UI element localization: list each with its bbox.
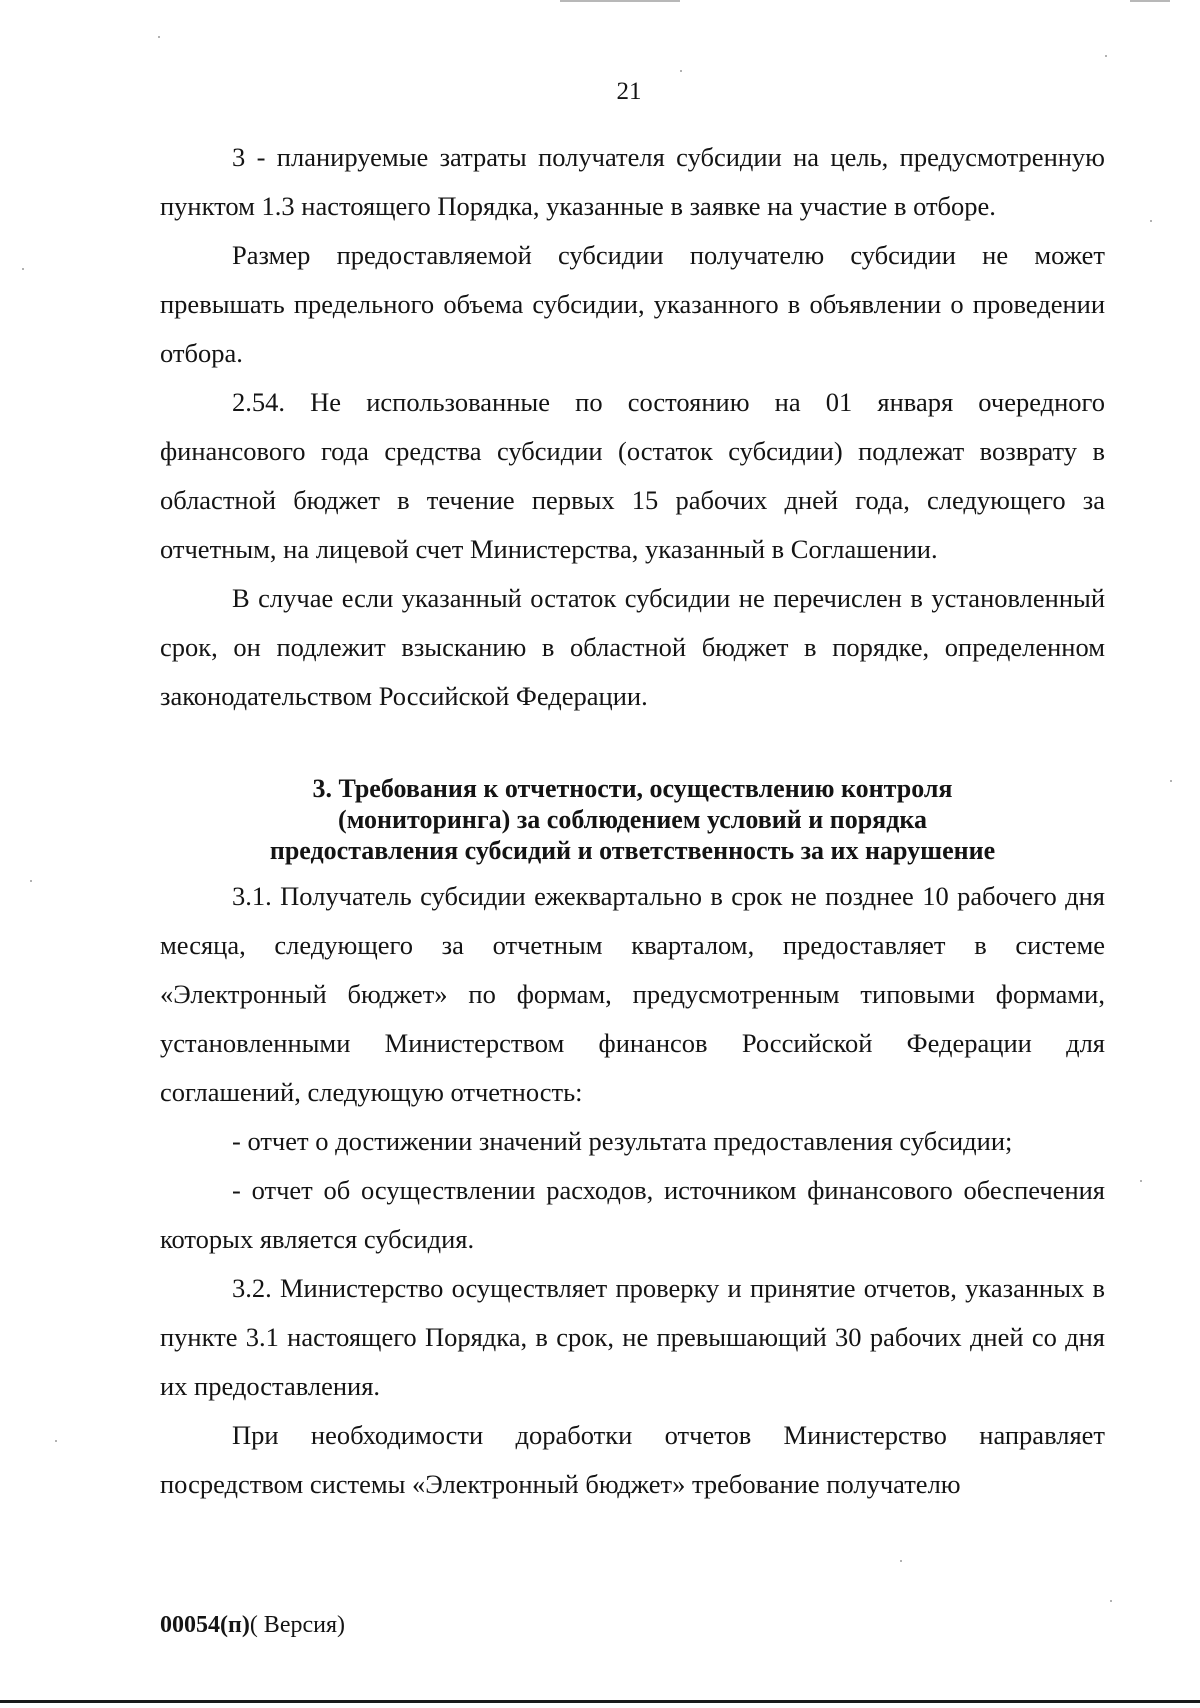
- scan-mark: [560, 0, 680, 2]
- document-version: ( Версия): [249, 1612, 345, 1638]
- scan-speck: [22, 268, 24, 270]
- section-heading-line: предоставления субсидий и ответственность за их нарушение: [269, 836, 996, 865]
- scan-speck: [900, 1560, 902, 1562]
- paragraph-remainder-recovery: В случае если указанный остаток субсидии не перечислен в установленный срок, он подлежит взысканию в областной бюджет в порядке, определенном законодательством Российской Федерации.: [160, 583, 1105, 711]
- document-code: 00054(п): [160, 1612, 250, 1638]
- scan-speck: [1140, 1180, 1142, 1182]
- scan-speck: [1170, 780, 1172, 782]
- page-number: 21: [616, 78, 642, 105]
- scan-mark: [1130, 0, 1170, 2]
- scan-speck: [680, 70, 682, 72]
- list-item-report-expenses: - отчет об осуществлении расходов, источником финансового обеспечения которых является субсидия.: [160, 1175, 1105, 1254]
- scan-speck: [55, 1440, 57, 1442]
- list-item-report-results: - отчет о достижении значений результата предоставления субсидии;: [232, 1126, 1013, 1156]
- paragraph-3-2: 3.2. Министерство осуществляет проверку и принятие отчетов, указанных в пункте 3.1 настоящего Порядка, в срок, не превышающий 30 рабочих дней со дня их предоставления.: [160, 1273, 1105, 1401]
- paragraph-revision: При необходимости доработки отчетов Министерство направляет посредством системы «Электронный бюджет» требование получателю: [160, 1420, 1105, 1499]
- document-footer: [160, 1612, 345, 1639]
- paragraph-2-54: 2.54. Не использованные по состоянию на 01 января очередного финансового года средства субсидии (остаток субсидии) подлежат возврату в областной бюджет в течение первых 15 рабочих дней года, следующего за отчетным, на лицевой счет Министерства, указанный в Соглашении.: [160, 387, 1105, 564]
- paragraph-3-1: 3.1. Получатель субсидии ежеквартально в срок не позднее 10 рабочего дня месяца, следующего за отчетным кварталом, предоставляет в системе «Электронный бюджет» по формам, предусмотренным типовыми формами, установленными Министерством финансов Российской Федерации для соглашений, следующую отчетность:: [160, 881, 1105, 1107]
- bottom-rule: [0, 1700, 1200, 1703]
- section-heading: [160, 773, 1105, 866]
- scan-speck: [158, 36, 160, 38]
- scan-speck: [30, 880, 32, 882]
- scan-speck: [1110, 1600, 1112, 1602]
- paragraph-planned-costs: 3 - планируемые затраты получателя субсидии на цель, предусмотренную пунктом 1.3 настоящего Порядка, указанные в заявке на участие в отборе.: [160, 142, 1105, 221]
- scan-speck: [1105, 55, 1107, 57]
- scan-speck: [1150, 220, 1152, 222]
- document-body: [160, 133, 1105, 1509]
- paragraph-subsidy-size: Размер предоставляемой субсидии получателю субсидии не может превышать предельного объема субсидии, указанного в объявлении о проведении отбора.: [160, 240, 1105, 368]
- section-heading-line: (мониторинга) за соблюдением условий и порядка: [338, 805, 927, 834]
- section-heading-line: 3. Требования к отчетности, осуществлению контроля: [312, 774, 953, 803]
